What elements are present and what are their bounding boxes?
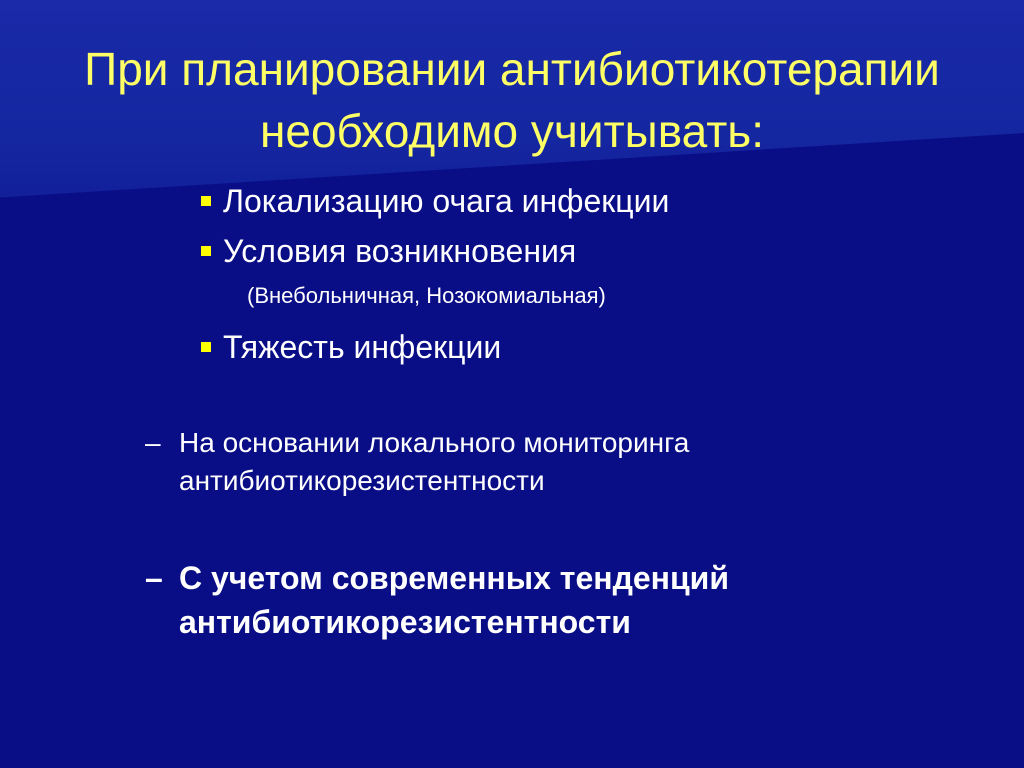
slide-title-line-2: необходимо учитывать: <box>259 105 765 157</box>
dash-item-modern-trends <box>145 556 1005 644</box>
bullet-subnote: (Внебольничная, Нозокомиальная) <box>247 283 606 308</box>
bullet-item-localization <box>195 176 669 226</box>
dash-marker: – <box>145 427 161 458</box>
bullet-list <box>195 176 669 372</box>
bullet-item-severity <box>195 322 669 372</box>
dash-item-text <box>145 556 1005 644</box>
bullet-item-conditions <box>195 226 669 276</box>
dash-item-local-monitoring <box>145 424 1005 500</box>
dash-item-line-1: На основании локального мониторинга <box>179 427 690 458</box>
dash-item-line-2: антибиотикорезистентности <box>179 465 545 496</box>
dash-item-line-2: антибиотикорезистентности <box>179 604 631 640</box>
square-bullet-icon <box>201 196 211 206</box>
bullet-label: Локализацию очага инфекции <box>223 183 670 219</box>
slide-title-line-1: При планировании антибиотикотерапии <box>84 43 940 95</box>
dash-marker: – <box>145 560 163 596</box>
slide-title <box>0 38 1024 162</box>
dash-item-line-1: С учетом современных тенденций <box>179 560 730 596</box>
bullet-label: Условия возникновения <box>223 233 577 269</box>
bullet-label: Тяжесть инфекции <box>223 329 502 365</box>
dash-item-text <box>145 424 1005 500</box>
square-bullet-icon <box>201 342 211 352</box>
square-bullet-icon <box>201 246 211 256</box>
